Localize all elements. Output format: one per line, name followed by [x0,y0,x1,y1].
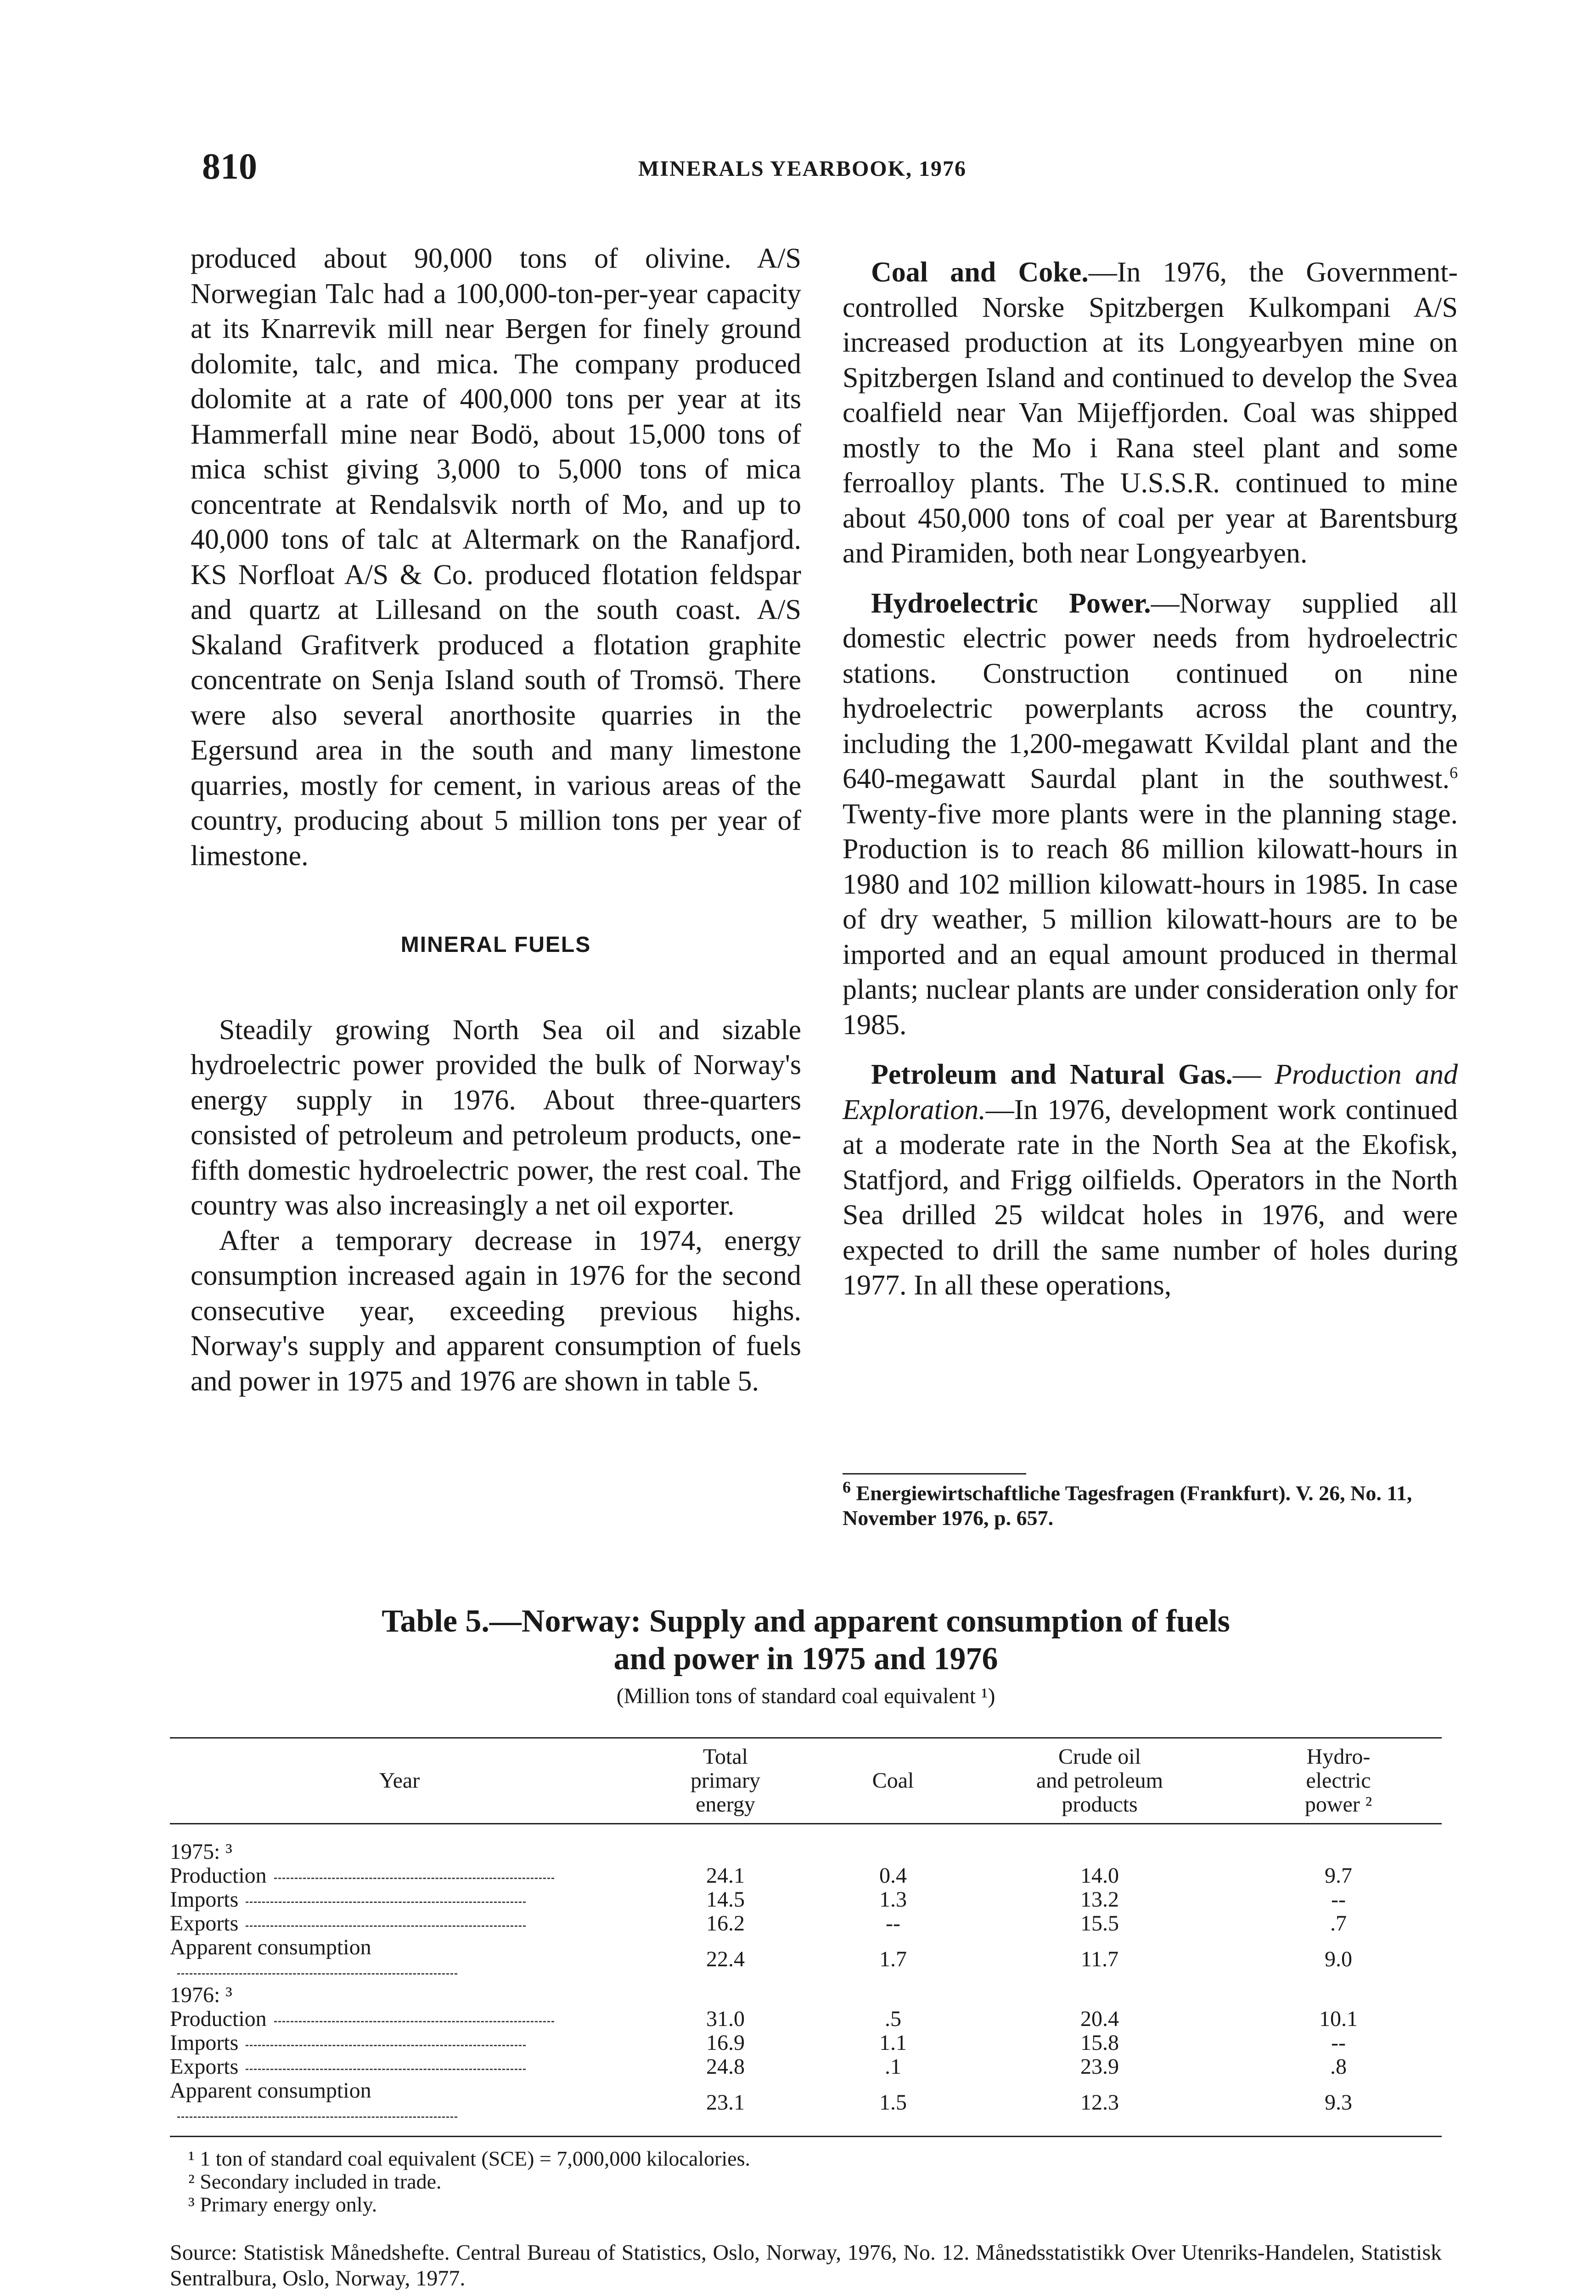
header-total-l1: Total [703,1745,748,1769]
cell-total [629,1824,822,1864]
petro-dash: — [1232,1059,1275,1090]
table-row [170,1936,1442,1983]
cell-crude: 11.7 [1080,1947,1119,1971]
cell-hydro: -- [1331,1887,1346,1912]
paragraph-coal-coke [843,255,1458,571]
cell-total: 14.5 [706,1887,745,1912]
run-in-head-petroleum: Petroleum and Natural Gas. [871,1059,1233,1090]
table-row [170,2079,1442,2137]
row-label: Exports [170,2055,629,2079]
cell-total: 31.0 [706,2007,745,2031]
cell-crude [964,1983,1235,2007]
table-note-2: ² Secondary included in trade. [188,2170,442,2193]
footnote-6 [843,1478,1453,1531]
cell-crude: 15.8 [1080,2031,1119,2055]
cell-coal: .5 [885,2007,901,2031]
row-label: 1976: ³ [170,1983,232,2007]
cell-total: 23.1 [706,2090,745,2115]
cell-crude: 13.2 [1080,1887,1119,1912]
cell-coal: 0.4 [879,1863,907,1888]
row-label: Imports [170,1888,629,1912]
table-header-row [170,1738,1442,1824]
paragraph-minerals: produced about 90,000 tons of olivine. A/S Norwegian Talc had a 100,000-ton-per-year capacity at its Knarrevik mill near Bergen for finely ground dolomite, talc, and mica. The company produced dolomite at a rate of 400,000 tons per year at its Hammerfall mine near Bodö, about 15,000 tons of mica schist giving 3,000 to 5,000 tons of mica concentrate at Rendalsvik north of Mo, and up to 40,000 tons of talc at Altermark on the Ranafjord. KS Norfloat A/S & Co. produced flotation feldspar and quartz at Lillesand on the south coast. A/S Skaland Grafitverk produced a flotation graphite concentrate on Senja Island south of Tromsö. There were also several anorthosite quarries in the Egersund area in the south and many limestone quarries, mostly for cement, in various areas of the country, producing about 5 million tons per year of limestone. [191,243,801,872]
table-row [170,2007,1442,2031]
paragraph-hydroelectric [843,586,1458,1043]
table-5-block [170,1603,1442,2291]
table-title [170,1603,1442,1678]
header-total-l2: primary [691,1768,760,1793]
table-note-3: ³ Primary energy only. [188,2193,377,2216]
dotted-leader [177,2116,457,2118]
dotted-leader [246,1925,526,1927]
dotted-leader [246,2069,526,2070]
header-hydro-l1: Hydro- [1306,1745,1371,1769]
header-crude-l3: products [1062,1792,1138,1817]
table-footnotes [170,2147,1442,2216]
row-label: Exports [170,1912,629,1936]
table-row [170,1983,1442,2007]
cell-crude: 14.0 [1080,1863,1119,1888]
header-year: Year [379,1768,420,1793]
table-note-1: ¹ 1 ton of standard coal equivalent (SCE) = 7,000,000 kilocalories. [188,2147,750,2170]
cell-total: 24.8 [706,2054,745,2079]
header-total-l3: energy [696,1792,755,1817]
right-text-column [843,255,1458,1303]
cell-crude: 15.5 [1080,1911,1119,1936]
dotted-leader [274,1878,554,1879]
cell-total: 22.4 [706,1947,745,1971]
table-row [170,2031,1442,2055]
energy-table [170,1737,1442,2137]
run-in-head-coal: Coal and Coke. [871,257,1089,288]
table-row [170,2055,1442,2079]
cell-crude: 12.3 [1080,2090,1119,2115]
paragraph-energy-supply: Steadily growing North Sea oil and sizable hydroelectric power provided the bulk of Norway's energy supply in 1976. About three-quarters consisted of petroleum and petroleum products, one-fifth domestic hydroelectric power, the rest coal. The country was also increasingly a net oil exporter. [191,1014,801,1221]
cell-hydro: .7 [1330,1911,1347,1936]
table-row [170,1912,1442,1936]
table-row [170,1864,1442,1888]
table-title-line-1: Table 5.—Norway: Supply and apparent consumption of fuels [382,1604,1230,1639]
header-crude-oil [964,1738,1235,1824]
row-label: Production [170,1864,629,1888]
table-row [170,1888,1442,1912]
cell-coal [822,1983,964,2007]
cell-total: 24.1 [706,1863,745,1888]
running-header-title: MINERALS YEARBOOK, 1976 [638,157,967,181]
cell-coal: -- [886,1911,900,1936]
dotted-leader [177,1973,457,1975]
cell-hydro: 10.1 [1319,2007,1358,2031]
cell-hydro: 9.3 [1325,2090,1352,2115]
page-number: 810 [202,146,257,187]
header-hydro-l3: power ² [1304,1792,1372,1817]
header-crude-l2: and petroleum [1036,1768,1163,1793]
cell-hydro: -- [1331,2031,1346,2055]
footnote-text: Energiewirtschaftliche Tagesfragen (Frankfurt). V. 26, No. 11, November 1976, p. 657. [843,1481,1412,1530]
left-text-column [191,241,801,1399]
table-row [170,1824,1442,1864]
cell-coal: 1.7 [879,1947,907,1971]
cell-crude: 20.4 [1080,2007,1119,2031]
cell-hydro: 9.7 [1325,1863,1352,1888]
row-label: Apparent consumption [170,1936,629,1983]
footnote-marker: 6 [843,1478,851,1497]
cell-hydro [1235,1983,1442,2007]
coal-text: —In 1976, the Government-controlled Norske Spitzbergen Kulkompani A/S increased production at its Longyearbyen mine on Spitzbergen Island and continued to develop the Svea coalfield near Van Mijeffjorden. Coal was shipped mostly to the Mo i Rana steel plant and some ferroalloy plants. The U.S.S.R. continued to mine about 450,000 tons of coal per year at Barentsburg and Piramiden, both near Longyearbyen. [843,257,1458,569]
paragraph-petroleum [843,1057,1458,1303]
footnote-reference: 6 [1450,763,1458,782]
subhead-production-exploration: Production and Exploration. [843,1059,1458,1125]
dotted-leader [246,1902,526,1903]
table-subtitle: (Million tons of standard coal equivalent ¹) [616,1684,995,1708]
dotted-leader [246,2045,526,2046]
cell-total: 16.9 [706,2031,745,2055]
row-label: Apparent consumption [170,2079,629,2137]
row-label: Production [170,2007,629,2031]
cell-coal: 1.1 [879,2031,907,2055]
hydro-text-2: Twenty-five more plants were in the planning stage. Production is to reach 86 million kilowatt-hours in 1980 and 102 million kilowatt-hours in 1985. In case of dry weather, 5 million kilowatt-hours are to be imported and an equal amount produced in thermal plants; nuclear plants are under consideration only for 1985. [843,798,1458,1041]
cell-crude [964,1824,1235,1864]
paragraph-energy-consumption: After a temporary decrease in 1974, energy consumption increased again in 1976 for the second consecutive year, exceeding previous highs. Norway's supply and apparent consumption of fuels and power in 1975 and 1976 are shown in table 5. [191,1225,801,1397]
table-title-line-2: and power in 1975 and 1976 [613,1641,998,1677]
header-crude-l1: Crude oil [1058,1745,1141,1769]
cell-coal: 1.5 [879,2090,907,2115]
header-hydro-l2: electric [1306,1768,1371,1793]
cell-coal [822,1824,964,1864]
section-heading-mineral-fuels: MINERAL FUELS [400,933,591,957]
hydro-text-1: —Norway supplied all domestic electric power needs from hydroelectric stations. Construction continued on nine hydroelectric powerplants across the country, including the 1,200-megawatt Kvildal plant and the 640-megawatt Saurdal plant in the southwest. [843,587,1458,794]
cell-hydro [1235,1824,1442,1864]
row-label: Imports [170,2031,629,2055]
row-label: 1975: ³ [170,1840,232,1864]
header-hydro [1235,1738,1442,1824]
cell-total [629,1983,822,2007]
cell-coal: 1.3 [879,1887,907,1912]
cell-hydro: .8 [1330,2054,1347,2079]
header-total-primary-energy [629,1738,822,1824]
run-in-head-hydro: Hydroelectric Power. [871,587,1151,619]
cell-hydro: 9.0 [1325,1947,1352,1971]
petro-text: —In 1976, development work continued at a moderate rate in the North Sea at the Ekofisk, Statfjord, and Frigg oilfields. Operators in the North Sea drilled 25 wildcat holes in 1976, and were expected to drill the same number of holes during 1977. In all these operations, [843,1094,1458,1301]
table-source-note: Source: Statistisk Månedshefte. Central Bureau of Statistics, Oslo, Norway, 1976, No. 12. Månedsstatistikk Over Utenriks-Handelen, Statistisk Sentralbura, Oslo, Norway, 1977. [170,2240,1442,2290]
cell-total: 16.2 [706,1911,745,1936]
footnote-divider [843,1473,1026,1474]
header-coal: Coal [872,1768,914,1793]
dotted-leader [274,2021,554,2022]
cell-crude: 23.9 [1080,2054,1119,2079]
cell-coal: .1 [885,2054,901,2079]
